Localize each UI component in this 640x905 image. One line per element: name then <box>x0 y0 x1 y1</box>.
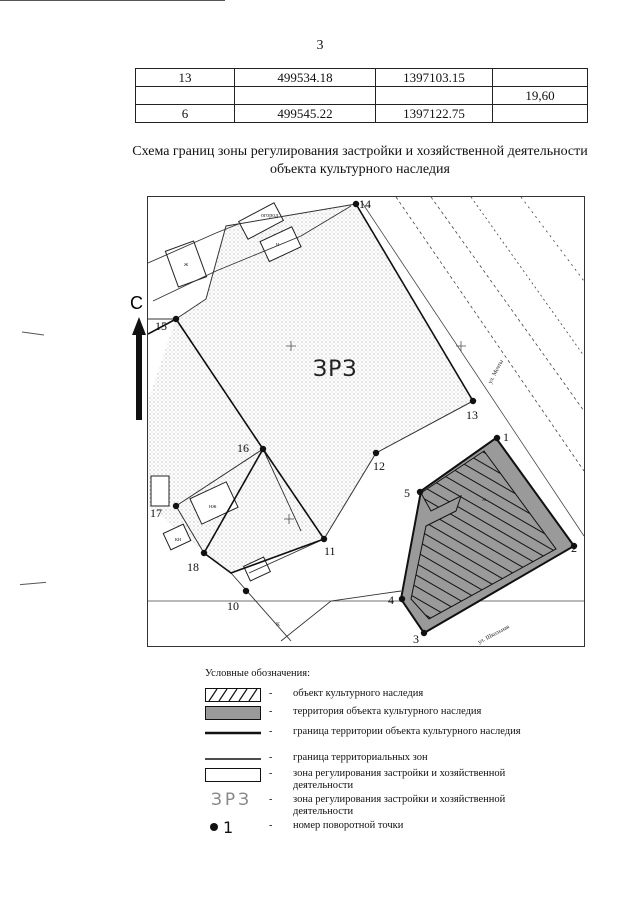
legend-text: граница территории объекта культурного наследия <box>293 726 521 737</box>
turning-point <box>201 550 207 556</box>
legend-text: объект культурного наследия <box>293 688 424 699</box>
table-cell <box>493 69 588 87</box>
legend-text: зона регулирования застройки и хозяйственной деятельности <box>293 768 506 791</box>
legend-title: Условные обозначения: <box>205 668 311 679</box>
building-label: н <box>276 242 280 248</box>
building-label: нж <box>209 504 217 510</box>
margin-mark-1 <box>22 331 44 335</box>
title-line-1: Схема границ зоны регулирования застройки и хозяйственной деятельности <box>132 144 588 159</box>
point-label: 3 <box>413 632 419 646</box>
regulation-zone-swatch <box>205 768 261 782</box>
turning-point <box>173 316 179 322</box>
building-label: ж <box>482 497 487 503</box>
table-cell: 499545.22 <box>235 105 376 123</box>
turning-point <box>421 630 427 636</box>
legend-dash: - <box>269 752 273 763</box>
table-cell <box>136 87 235 105</box>
legend-text: номер поворотной точки <box>293 820 404 831</box>
turning-point <box>243 588 249 594</box>
page-number: 3 <box>316 38 324 53</box>
table-cell: 6 <box>136 105 235 123</box>
table-cell <box>235 87 376 105</box>
turning-point <box>260 446 266 452</box>
territorial-zone-boundary-swatch <box>205 752 261 766</box>
point-label: 17 <box>150 506 162 520</box>
turning-point <box>399 596 405 602</box>
legend-text: зона регулирования застройки и хозяйственной деятельности <box>293 794 506 817</box>
point-label: 16 <box>237 441 249 455</box>
margin-mark-2 <box>20 582 46 585</box>
legend-text: территория объекта культурного наследия <box>293 706 482 717</box>
legend-dash: - <box>269 768 273 779</box>
table-cell <box>376 87 493 105</box>
turning-point <box>373 450 379 456</box>
point-label: 18 <box>187 560 199 574</box>
table-cell: 1397103.15 <box>376 69 493 87</box>
heritage-territory-swatch <box>205 706 261 720</box>
table-cell: 19,60 <box>493 87 588 105</box>
zone-abbreviation-sample: ЗРЗ <box>211 790 253 810</box>
turning-point <box>417 489 423 495</box>
zone-label: ЗРЗ <box>313 357 358 382</box>
point-label: 15 <box>155 319 167 333</box>
table-cell: 499534.18 <box>235 69 376 87</box>
legend-dash: - <box>269 706 273 717</box>
point-label: 13 <box>466 408 478 422</box>
building-label: кн <box>175 537 182 543</box>
point-label: 12 <box>373 459 385 473</box>
legend-item <box>205 820 525 850</box>
table-cell <box>493 105 588 123</box>
map-frame <box>147 196 585 647</box>
street-label: ул. Мечты <box>487 359 506 385</box>
scheme-title <box>0 143 640 179</box>
table-row <box>136 105 588 123</box>
legend-dash: - <box>269 820 273 831</box>
point-label: 14 <box>359 197 371 211</box>
point-label: 1 <box>503 430 509 444</box>
legend-dash: - <box>269 726 273 737</box>
table-cell: 1397122.75 <box>376 105 493 123</box>
turning-point <box>173 503 179 509</box>
garden-label: огород <box>261 213 279 219</box>
turning-point <box>494 435 500 441</box>
table-cell: 13 <box>136 69 235 87</box>
street-label: ул. Школьная <box>477 624 511 646</box>
point-label: 4 <box>388 593 394 607</box>
compass-label: С <box>130 295 143 313</box>
table-row <box>136 87 588 105</box>
point-label: 2 <box>571 541 577 555</box>
point-label: 10 <box>227 599 239 613</box>
heritage-object-swatch <box>205 688 261 702</box>
building-label: ж <box>184 262 189 268</box>
point-label: 11 <box>324 544 336 558</box>
point-label: 5 <box>404 486 410 500</box>
turning-point-icon <box>209 822 219 832</box>
title-line-2: объекта культурного наследия <box>270 162 450 177</box>
site-plan-map <box>148 197 584 646</box>
heritage-boundary-swatch <box>205 726 261 740</box>
table-row <box>136 69 588 87</box>
coordinate-table <box>135 68 588 123</box>
legend-dash: - <box>269 688 273 699</box>
turning-point-number-sample: 1 <box>223 818 234 837</box>
building-label: К <box>276 622 281 628</box>
top-rule <box>0 0 225 1</box>
legend-dash: - <box>269 794 273 805</box>
turning-point <box>470 398 476 404</box>
turning-point <box>321 536 327 542</box>
legend-text: граница территориальных зон <box>293 752 428 763</box>
